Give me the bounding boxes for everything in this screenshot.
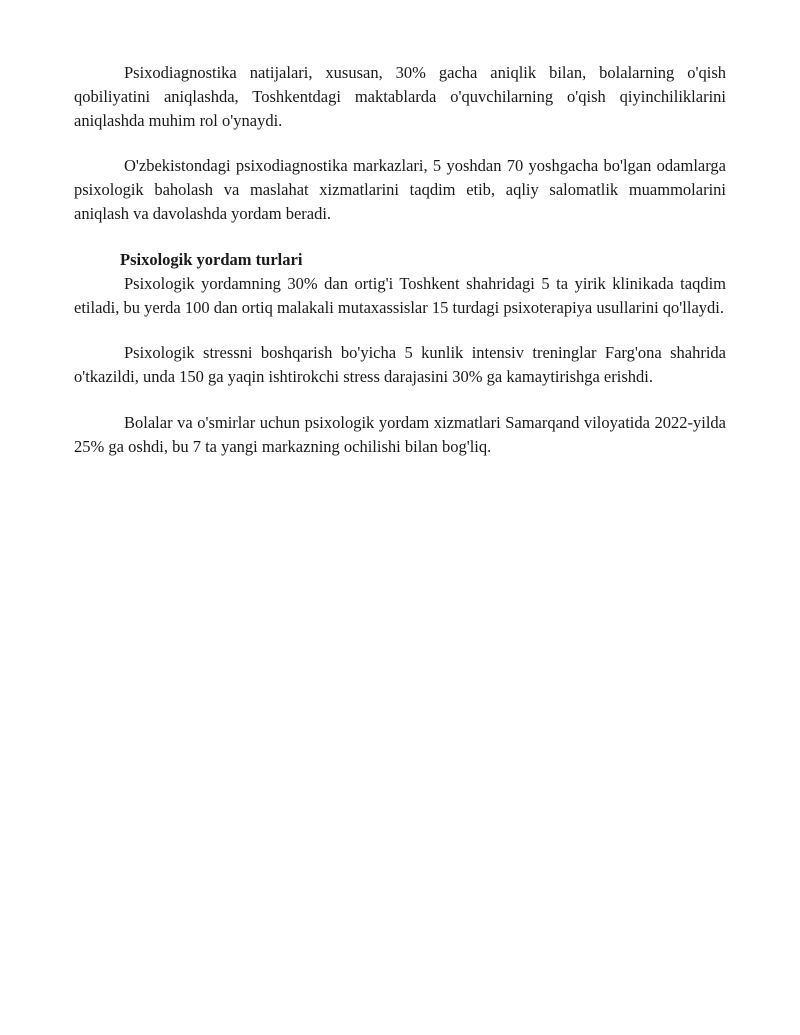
paragraph-stress-training: Psixologik stressni boshqarish bo'yicha 5 kunlik intensiv treninglar Farg'ona shahrida o'tkazildi, unda 150 ga yaqin ishtirokchi stress darajasini 30% ga kamaytirishga erishdi. bbox=[74, 343, 726, 386]
document-page bbox=[74, 61, 726, 459]
paragraph-youth-services: Bolalar va o'smirlar uchun psixologik yordam xizmatlari Samarqand viloyatida 2022-yilda 25% ga oshdi, bu 7 ta yangi markazning ochilishi bilan bog'liq. bbox=[74, 413, 726, 456]
section-heading: Psixologik yordam turlari bbox=[120, 250, 303, 269]
paragraph-reading-diagnostics: Psixodiagnostika natijalari, xususan, 30% gacha aniqlik bilan, bolalarning o'qish qobiliyatini aniqlashda, Toshkentdagi maktablarda o'quvchilarning o'qish qiyinchiliklarini aniqlashda muhim rol o'ynaydi. bbox=[74, 63, 726, 130]
paragraph-clinics: Psixologik yordamning 30% dan ortig'i Toshkent shahridagi 5 ta yirik klinikada taqdim etiladi, bu yerda 100 dan ortiq malakali mutaxassislar 15 turdagi psixoterapiya usullarini qo'llaydi. bbox=[74, 274, 726, 317]
paragraph-diagnostic-centers: O'zbekistondagi psixodiagnostika markazlari, 5 yoshdan 70 yoshgacha bo'lgan odamlarga psixologik baholash va maslahat xizmatlarini taqdim etib, aqliy salomatlik muammolarini aniqlash va davolashda yordam beradi. bbox=[74, 156, 726, 223]
